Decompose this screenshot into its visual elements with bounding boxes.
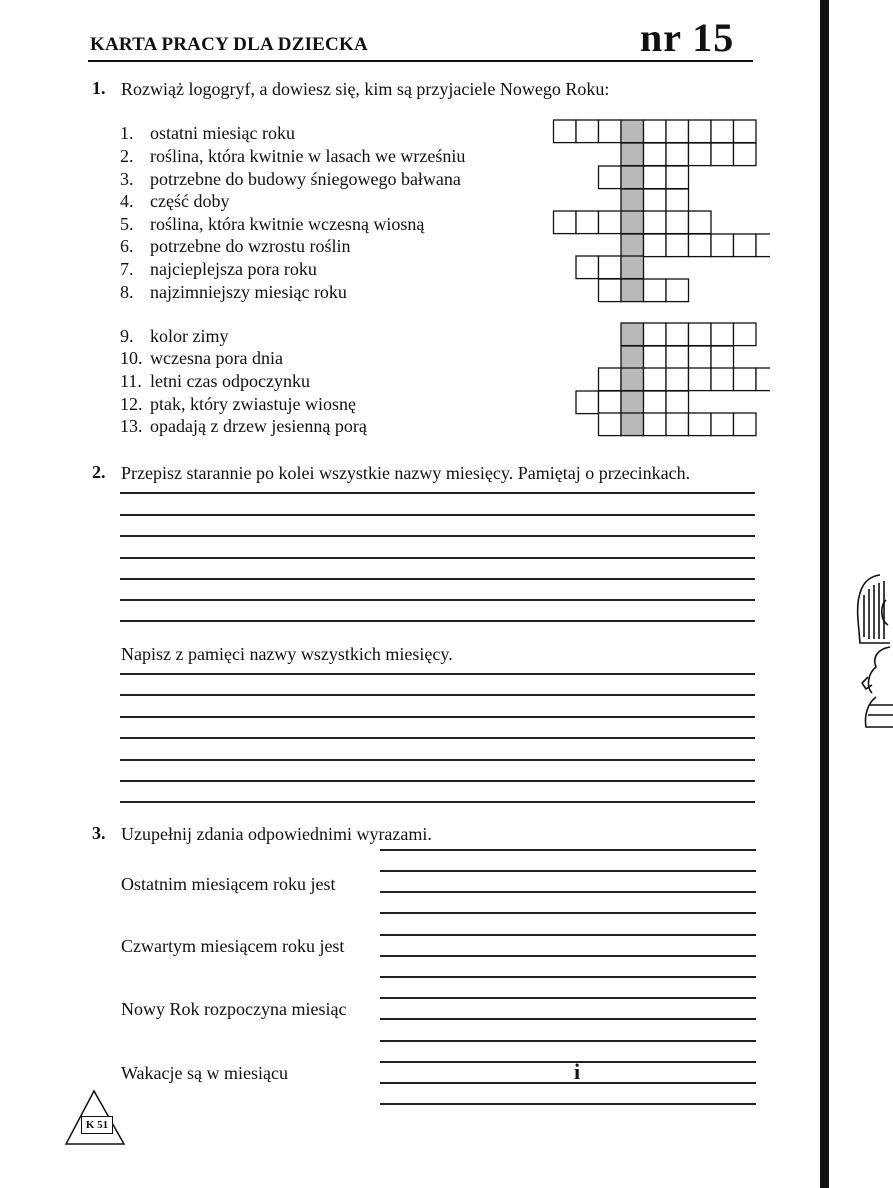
key-column-cell[interactable] <box>621 211 644 234</box>
sentence-3: Nowy Rok rozpoczyna miesiąc <box>121 999 347 1019</box>
key-column-cell[interactable] <box>621 189 644 212</box>
clue-4: 4. część doby <box>120 191 230 211</box>
grid-cell[interactable] <box>666 391 689 414</box>
grid-cell[interactable] <box>666 279 689 302</box>
grid-cell[interactable] <box>576 211 599 234</box>
writing-line[interactable] <box>120 780 755 782</box>
grid-cell[interactable] <box>644 120 667 143</box>
clue-9: 9. kolor zimy <box>120 326 229 346</box>
writing-line[interactable] <box>120 694 755 696</box>
answer-line[interactable] <box>380 1082 756 1084</box>
worksheet-number: nr 15 <box>640 15 735 60</box>
girl-illustration-icon <box>850 565 893 740</box>
grid-cell[interactable] <box>711 143 734 166</box>
grid-cell[interactable] <box>599 413 622 436</box>
task-2-instruction: Przepisz starannie po kolei wszystkie nazwy miesięcy. Pamiętaj o przecinkach. <box>121 463 691 483</box>
answer-line[interactable] <box>380 849 756 851</box>
grid-cell[interactable] <box>734 120 757 143</box>
key-column-cell[interactable] <box>621 346 644 369</box>
page-badge <box>64 1088 128 1153</box>
grid-cell[interactable] <box>734 234 757 257</box>
clue-10: 10. wczesna pora dnia <box>120 348 283 368</box>
answer-line[interactable] <box>380 870 756 872</box>
grid-cell[interactable] <box>644 166 667 189</box>
grid-cell[interactable] <box>734 413 757 436</box>
grid-cell[interactable] <box>644 211 667 234</box>
answer-line[interactable] <box>380 1103 756 1105</box>
grid-cell[interactable] <box>554 211 577 234</box>
writing-line[interactable] <box>120 557 755 559</box>
page-edge-bar <box>820 0 829 1188</box>
grid-cell[interactable] <box>599 211 622 234</box>
grid-cell[interactable] <box>666 413 689 436</box>
writing-line[interactable] <box>120 673 755 675</box>
grid-cell[interactable] <box>599 279 622 302</box>
key-column-cell[interactable] <box>621 166 644 189</box>
grid-cell[interactable] <box>644 391 667 414</box>
grid-cell[interactable] <box>689 120 712 143</box>
clue-12: 12. ptak, który zwiastuje wiosnę <box>120 394 356 414</box>
grid-cell[interactable] <box>689 234 712 257</box>
writing-line[interactable] <box>120 514 755 516</box>
grid-cell[interactable] <box>666 120 689 143</box>
sentence-2: Czwartym miesiącem roku jest <box>121 936 345 956</box>
writing-line[interactable] <box>120 759 755 761</box>
grid-cell[interactable] <box>666 166 689 189</box>
grid-cell[interactable] <box>644 413 667 436</box>
grid-cell[interactable] <box>576 256 599 279</box>
answer-line[interactable] <box>380 934 756 936</box>
grid-cell[interactable] <box>644 279 667 302</box>
grid-cell[interactable] <box>644 143 667 166</box>
grid-cell[interactable] <box>666 323 689 346</box>
answer-line[interactable] <box>380 1061 756 1063</box>
answer-line[interactable] <box>380 891 756 893</box>
answer-line[interactable] <box>380 976 756 978</box>
grid-cell[interactable] <box>756 368 770 391</box>
grid-cell[interactable] <box>756 234 770 257</box>
grid-cell[interactable] <box>711 234 734 257</box>
key-column-cell[interactable] <box>621 323 644 346</box>
grid-cell[interactable] <box>689 211 712 234</box>
clue-11: 11. letni czas odpoczynku <box>120 371 310 391</box>
writing-line[interactable] <box>120 492 755 494</box>
grid-cell[interactable] <box>599 120 622 143</box>
clue-8: 8. najzimniejszy miesiąc roku <box>120 282 347 302</box>
task-3-instruction: Uzupełnij zdania odpowiednimi wyrazami. <box>121 824 432 844</box>
answer-line[interactable] <box>380 997 756 999</box>
key-column-cell[interactable] <box>621 234 644 257</box>
clue-3: 3. potrzebne do budowy śniegowego bałwana <box>120 169 461 189</box>
sentence-4: Wakacje są w miesiącu <box>121 1063 288 1083</box>
key-column-cell[interactable] <box>621 279 644 302</box>
task-2-number: 2. <box>92 462 106 482</box>
grid-cell[interactable] <box>599 368 622 391</box>
key-column-cell[interactable] <box>621 143 644 166</box>
grid-cell[interactable] <box>644 346 667 369</box>
task-1-instruction: Rozwiąż logogryf, a dowiesz się, kim są przyjaciele Nowego Roku: <box>121 79 610 99</box>
grid-cell[interactable] <box>576 391 599 414</box>
logogriph-grid <box>540 115 770 445</box>
grid-cell[interactable] <box>666 346 689 369</box>
conjunction-i: i <box>574 1059 581 1084</box>
grid-cell[interactable] <box>666 189 689 212</box>
clue-6: 6. potrzebne do wzrostu roślin <box>120 236 351 256</box>
answer-line[interactable] <box>380 1040 756 1042</box>
writing-line[interactable] <box>120 599 755 601</box>
grid-cell[interactable] <box>734 323 757 346</box>
key-column-cell[interactable] <box>621 120 644 143</box>
clue-1: 1. ostatni miesiąc roku <box>120 123 295 143</box>
writing-line[interactable] <box>120 620 755 622</box>
grid-cell[interactable] <box>666 211 689 234</box>
worksheet-title: KARTA PRACY DLA DZIECKA <box>90 34 368 55</box>
clue-2: 2. roślina, która kwitnie w lasach we wrześniu <box>120 146 466 166</box>
grid-cell[interactable] <box>666 143 689 166</box>
badge-label: K 51 <box>81 1116 113 1134</box>
key-column-cell[interactable] <box>621 391 644 414</box>
writing-line[interactable] <box>120 801 755 803</box>
header-divider <box>88 60 753 62</box>
grid-cell[interactable] <box>734 143 757 166</box>
key-column-cell[interactable] <box>621 368 644 391</box>
grid-cell[interactable] <box>711 120 734 143</box>
grid-cell[interactable] <box>689 323 712 346</box>
writing-line[interactable] <box>120 535 755 537</box>
grid-cell[interactable] <box>599 166 622 189</box>
grid-cell[interactable] <box>644 189 667 212</box>
grid-cell[interactable] <box>666 234 689 257</box>
clue-5: 5. roślina, która kwitnie wczesną wiosną <box>120 214 425 234</box>
sentence-1: Ostatnim miesiącem roku jest <box>121 874 336 894</box>
grid-cell[interactable] <box>689 368 712 391</box>
clue-13: 13. opadają z drzew jesienną porą <box>120 416 367 436</box>
writing-line[interactable] <box>120 737 755 739</box>
grid-cell[interactable] <box>689 346 712 369</box>
grid-cell[interactable] <box>599 391 622 414</box>
answer-line[interactable] <box>380 1018 756 1020</box>
grid-cell[interactable] <box>666 368 689 391</box>
grid-cell[interactable] <box>734 368 757 391</box>
grid-cell[interactable] <box>711 323 734 346</box>
grid-cell[interactable] <box>554 120 577 143</box>
grid-cell[interactable] <box>644 234 667 257</box>
task-3-number: 3. <box>92 823 106 843</box>
writing-line[interactable] <box>120 716 755 718</box>
grid-cell[interactable] <box>644 368 667 391</box>
grid-cell[interactable] <box>711 346 734 369</box>
grid-cell[interactable] <box>576 120 599 143</box>
answer-line[interactable] <box>380 912 756 914</box>
key-column-cell[interactable] <box>621 413 644 436</box>
writing-line[interactable] <box>120 578 755 580</box>
grid-cell[interactable] <box>644 323 667 346</box>
key-column-cell[interactable] <box>621 256 644 279</box>
task-1-number: 1. <box>92 78 106 98</box>
clue-7: 7. najcieplejsza pora roku <box>120 259 317 279</box>
answer-line[interactable] <box>380 955 756 957</box>
grid-cell[interactable] <box>711 368 734 391</box>
grid-cell[interactable] <box>689 143 712 166</box>
grid-cell[interactable] <box>711 413 734 436</box>
task-2-instruction-2: Napisz z pamięci nazwy wszystkich miesięcy. <box>121 644 453 664</box>
grid-cell[interactable] <box>599 256 622 279</box>
grid-cell[interactable] <box>689 413 712 436</box>
